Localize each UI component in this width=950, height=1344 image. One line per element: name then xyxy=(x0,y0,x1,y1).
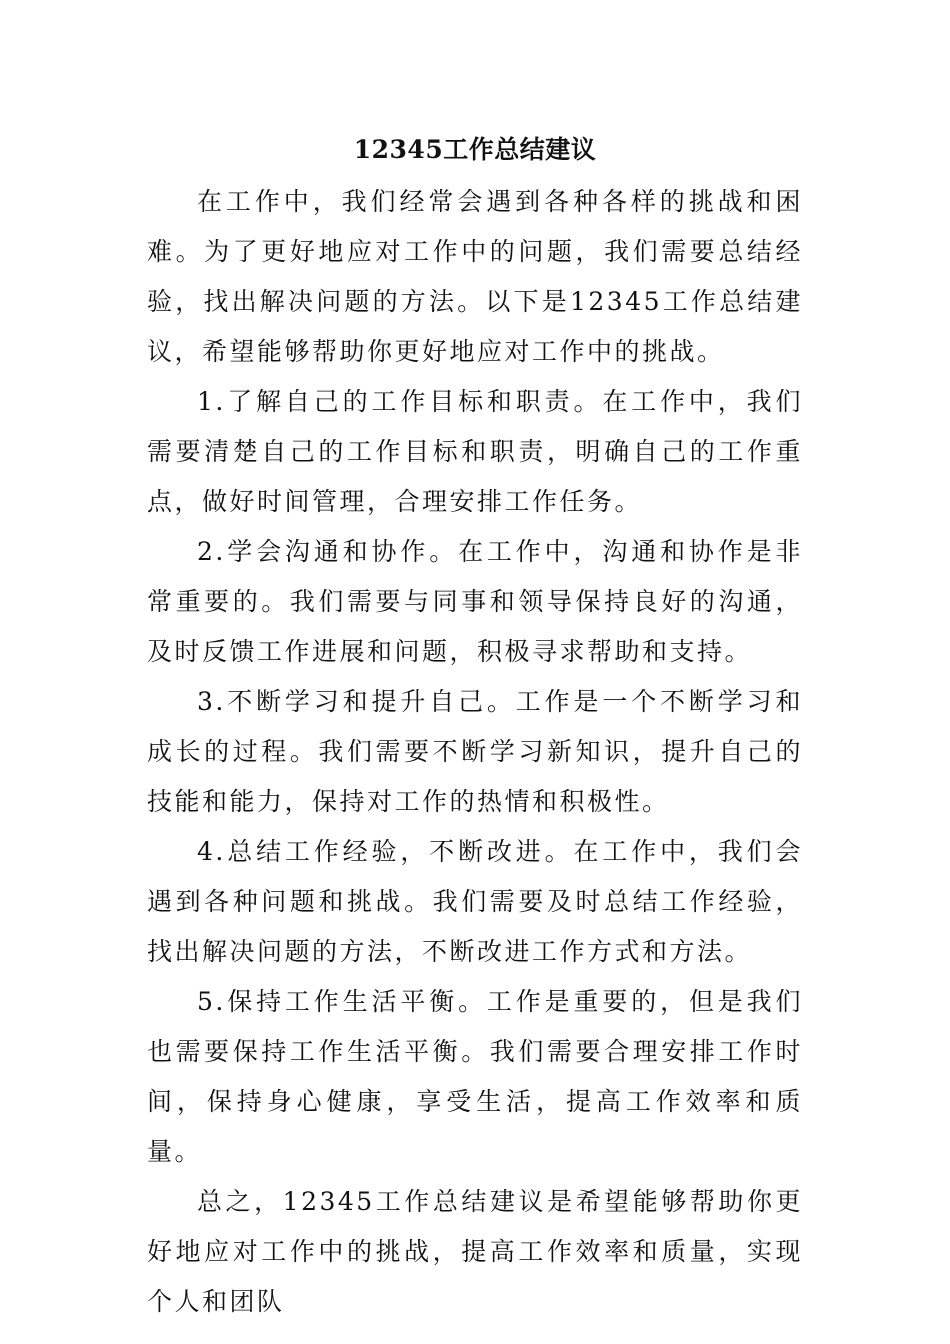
point-2-paragraph: 2.学会沟通和协作。在工作中，沟通和协作是非常重要的。我们需要与同事和领导保持良好的沟通，及时反馈工作进展和问题，积极寻求帮助和支持。 xyxy=(147,537,803,666)
intro-paragraph: 在工作中，我们经常会遇到各种各样的挑战和困难。为了更好地应对工作中的问题，我们需要总结经验，找出解决问题的方法。以下是12345工作总结建议，希望能够帮助你更好地应对工作中的挑战。 xyxy=(147,187,803,366)
document-body xyxy=(147,177,803,1327)
document-title: 12345工作总结建议 xyxy=(353,135,597,164)
point-3-paragraph: 3.不断学习和提升自己。工作是一个不断学习和成长的过程。我们需要不断学习新知识，提升自己的技能和能力，保持对工作的热情和积极性。 xyxy=(147,687,803,816)
point-1-paragraph: 1.了解自己的工作目标和职责。在工作中，我们需要清楚自己的工作目标和职责，明确自己的工作重点，做好时间管理，合理安排工作任务。 xyxy=(147,387,803,516)
conclusion-paragraph: 总之，12345工作总结建议是希望能够帮助你更好地应对工作中的挑战，提高工作效率和质量，实现个人和团队 xyxy=(147,1187,803,1316)
point-4-paragraph: 4.总结工作经验，不断改进。在工作中，我们会遇到各种问题和挑战。我们需要及时总结工作经验，找出解决问题的方法，不断改进工作方式和方法。 xyxy=(147,837,803,966)
point-5-paragraph: 5.保持工作生活平衡。工作是重要的，但是我们也需要保持工作生活平衡。我们需要合理安排工作时间，保持身心健康，享受生活，提高工作效率和质量。 xyxy=(147,987,803,1166)
